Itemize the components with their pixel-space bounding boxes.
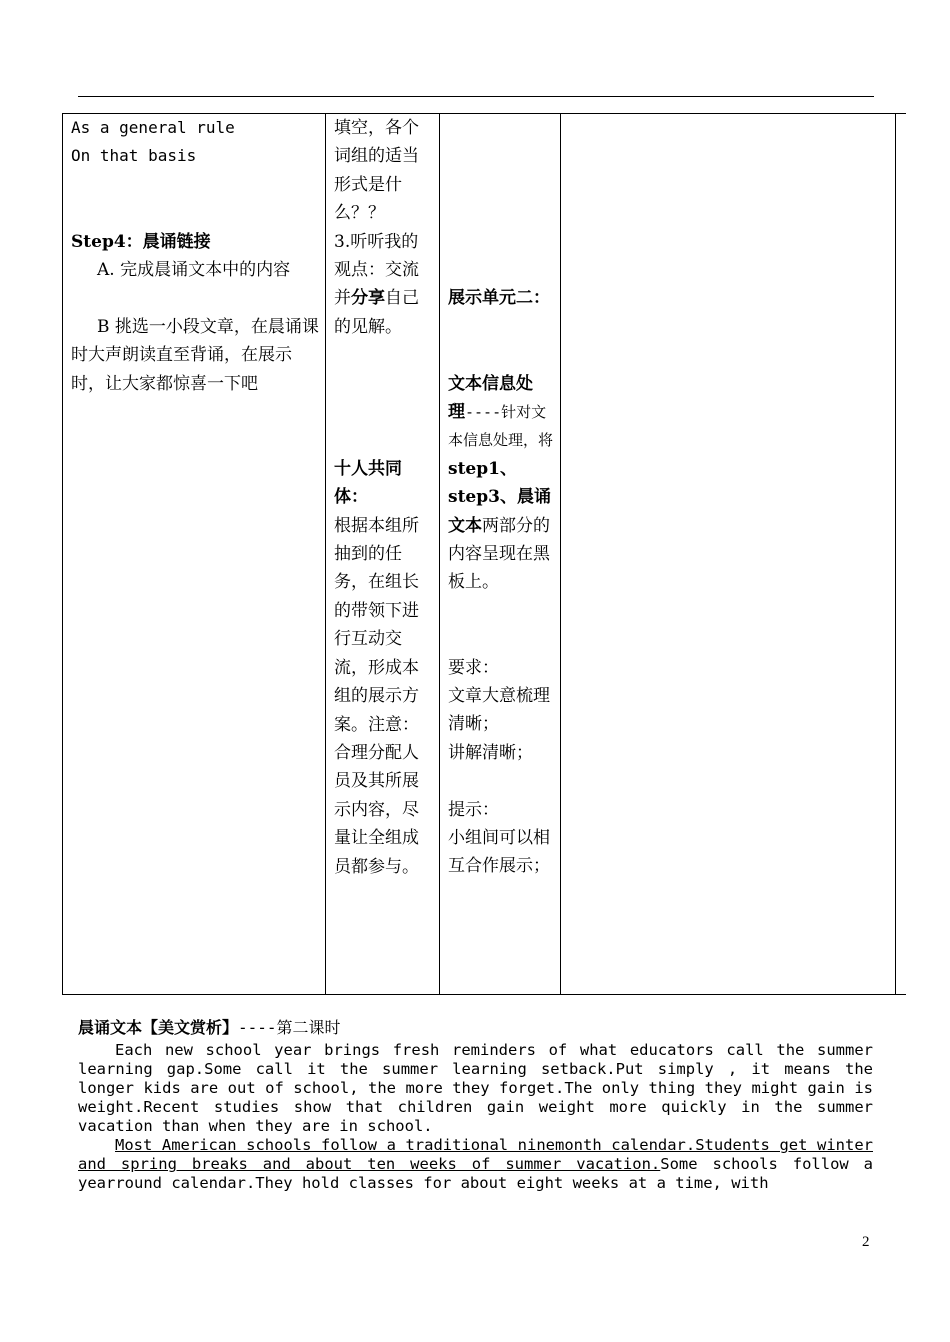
lesson-table <box>62 113 906 995</box>
edge-column <box>896 114 907 995</box>
requirement-2: 讲解清晰； <box>448 742 533 763</box>
task-column <box>326 114 440 995</box>
tip-text: 小组间可以相互合作展示； <box>448 828 550 877</box>
requirement-heading: 要求： <box>448 657 499 678</box>
step4-item-b: B 挑选一小段文章，在晨诵课时大声朗读直至背诵，在展示时，让大家都惊喜一下吧 <box>71 316 319 394</box>
step4-item-a: A. 完成晨诵文本中的内容 <box>97 260 291 281</box>
page-number: 2 <box>862 1234 870 1250</box>
header-rule <box>78 96 874 97</box>
article-title: 晨诵文本【美文赏析】----第二课时 <box>78 1018 341 1037</box>
table-row <box>63 114 907 995</box>
article-paragraph-1: Each new school year brings fresh reminders of what educators call the summer learning gap.Some call it the summer learning setback.Put simply , it means the longer kids are out of school, the more they forget.The only thing they might gain is weight.Recent studies show that children gain weight more quickly in the summer vacation than when they are in school. <box>78 1041 873 1135</box>
underlined-sentence: Most American schools follow a traditional ninemonth calendar.Students get winter and spring breaks and about ten weeks of summer vacation. <box>78 1136 873 1173</box>
phrase-general-rule: As a general rule <box>71 118 235 137</box>
group-heading: 十人共同体： <box>334 458 402 508</box>
phrase-on-that-basis: On that basis <box>71 146 197 166</box>
info-processing-text: 文本信息处理----针对文本信息处理，将step1、step3、晨诵文本两部分的内容呈现在黑板上。 <box>448 373 554 593</box>
display-column <box>440 114 561 995</box>
display-unit-heading: 展示单元二： <box>448 288 550 309</box>
activity-column <box>63 114 326 995</box>
requirement-1: 文章大意梳理清晰； <box>448 686 550 735</box>
article-paragraph-2: Most American schools follow a traditional ninemonth calendar.Students get winter and spring breaks and about ten weeks of summer vacation.Some schools follow a yearround calendar.They hold classes for about eight weeks at a time, with <box>78 1136 873 1192</box>
morning-reading-article <box>78 1018 873 1193</box>
group-instructions: 根据本组所抽到的任务，在组长的带领下进行互动交流，形成本组的展示方案。注意：合理分配人员及其所展示内容，尽量让全组成员都参与。 <box>334 515 419 877</box>
listen-share-text: 3.听听我的观点：交流并分享自己的见解。 <box>334 231 419 337</box>
empty-column <box>561 114 896 995</box>
step4-heading: Step4：晨诵链接 <box>71 231 211 252</box>
tip-heading: 提示： <box>448 799 499 820</box>
fill-blank-text: 填空，各个词组的适当形式是什么？？ <box>334 118 419 224</box>
